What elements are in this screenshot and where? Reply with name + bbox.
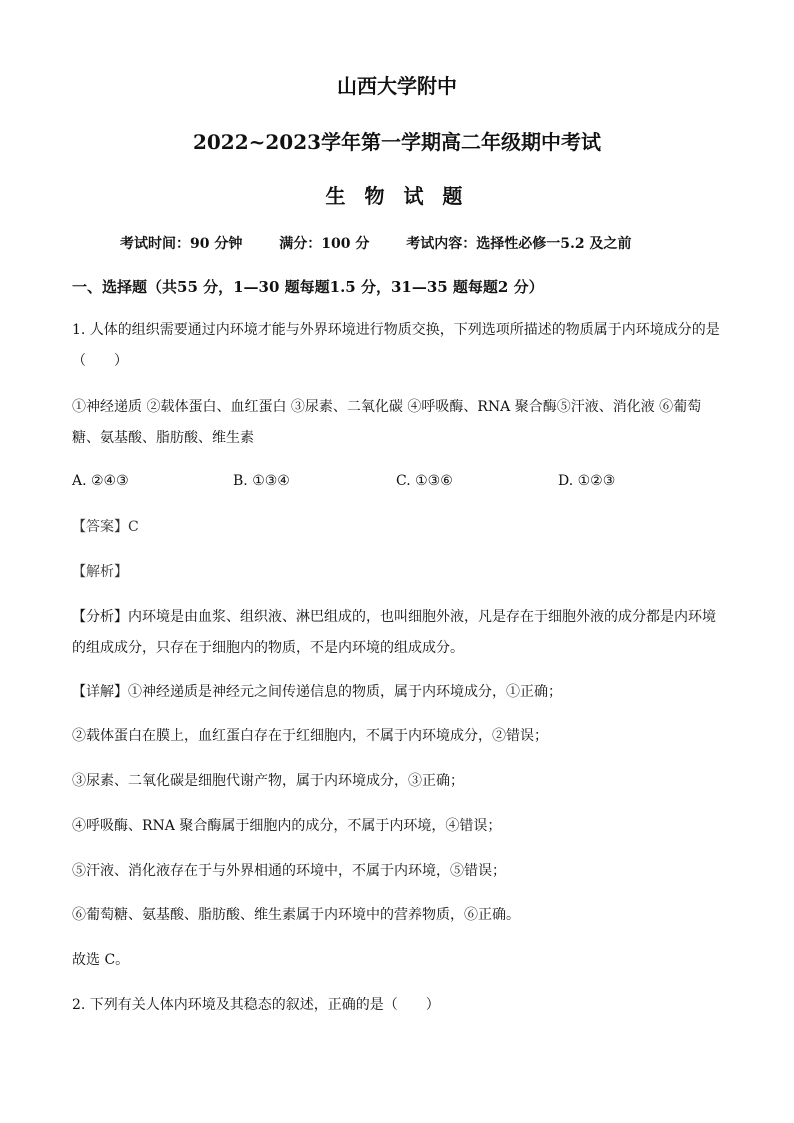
q1-stem-line1: 1. 人体的组织需要通过内环境才能与外界环境进行物质交换，下列选项所描述的物质属于内环境成分的是 — [72, 322, 720, 338]
q1-items-line2: 糖、氨基酸、脂肪酸、维生素 — [72, 430, 254, 446]
q1-detail-3: ③尿素、二氧化碳是细胞代谢产物，属于内环境成分，③正确； — [72, 773, 464, 789]
q1-stem-line2: （ ） — [72, 353, 128, 369]
q1-option-d: D. ①②③ — [558, 473, 616, 489]
q1-detail-4: ④呼吸酶、RNA 聚合酶属于细胞内的成分，不属于内环境，④错误； — [72, 818, 502, 834]
q1-detail-2: ②载体蛋白在膜上，血红蛋白存在于红细胞内，不属于内环境成分，②错误； — [72, 728, 548, 744]
q1-option-a: A. ②④③ — [72, 473, 129, 489]
q2-stem: 2. 下列有关人体内环境及其稳态的叙述，正确的是（ ） — [72, 997, 440, 1013]
q1-analysis-line1: 【分析】内环境是由血浆、组织液、淋巴组成的，也叫细胞外液，凡是存在于细胞外液的成分都是内环境 — [72, 609, 716, 625]
exam-time: 考试时间：90 分钟 — [120, 236, 243, 252]
exam-meta — [120, 233, 663, 253]
exam-content: 考试内容：选择性必修一5.2 及之前 — [406, 236, 632, 252]
q1-items-line1: ①神经递质 ②载体蛋白、血红蛋白 ③尿素、二氧化碳 ④呼吸酶、RNA 聚合酶⑤汗液、消化液 ⑥葡萄 — [72, 399, 702, 415]
q1-analysis-line2: 的组成成分，只存在于细胞内的物质，不是内环境的组成成分。 — [72, 640, 464, 656]
q1-conclusion: 故选 C。 — [72, 952, 130, 968]
section-heading: 一、选择题（共55 分，1—30 题每题1.5 分，31—35 题每题2 分） — [72, 278, 544, 296]
q1-detail-5: ⑤汗液、消化液存在于与外界相通的环境中，不属于内环境，⑤错误； — [72, 863, 506, 879]
exam-title: 2022~2023学年第一学期高二年级期中考试 — [192, 130, 602, 154]
q1-option-b: B. ①③④ — [233, 473, 290, 489]
q1-detail-1: 【详解】①神经递质是神经元之间传递信息的物质，属于内环境成分，①正确； — [72, 684, 562, 700]
school-title: 山西大学附中 — [337, 74, 457, 98]
exam-score: 满分：100 分 — [279, 236, 370, 252]
q1-option-c: C. ①③⑥ — [396, 473, 453, 489]
subject-title: 生 物 试 题 — [325, 184, 469, 208]
q1-detail-6: ⑥葡萄糖、氨基酸、脂肪酸、维生素属于内环境中的营养物质，⑥正确。 — [72, 907, 520, 923]
q1-answer: 【答案】C — [72, 519, 139, 535]
q1-analysis-label: 【解析】 — [72, 564, 128, 580]
